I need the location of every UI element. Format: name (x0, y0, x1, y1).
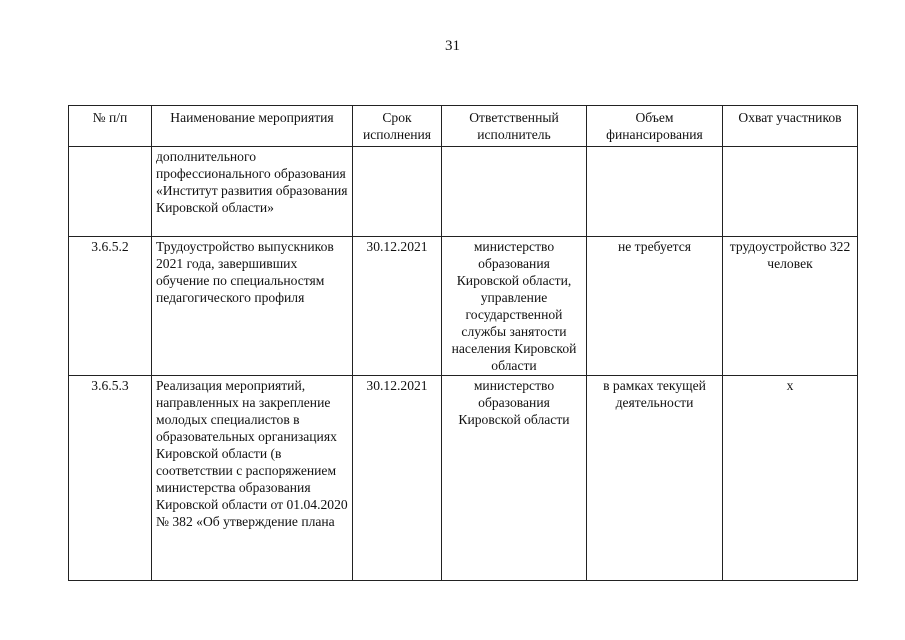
cell-financing (587, 147, 723, 237)
cell-event-name: Трудоустройство выпускников 2021 года, завершивших обучение по специальностям педагогического профиля (152, 237, 353, 376)
cell-financing: в рамках текущей деятельности (587, 376, 723, 581)
header-financing: Объем финансирования (587, 106, 723, 147)
cell-financing: не требуется (587, 237, 723, 376)
cell-coverage: трудоустройство 322 человек (723, 237, 858, 376)
cell-responsible: министерство образования Кировской области (442, 376, 587, 581)
table-header-row (69, 106, 858, 147)
cell-deadline (353, 147, 442, 237)
table-row (69, 147, 858, 237)
cell-event-name: Реализация мероприятий, направленных на закрепление молодых специалистов в образовательных организациях Кировской области (в соответствии с распоряжением министерства образования Кировской области от 01.04.2020 № 382 «Об утверждение плана (152, 376, 353, 581)
table-row (69, 237, 858, 376)
table-row (69, 376, 858, 581)
cell-number: 3.6.5.3 (69, 376, 152, 581)
cell-coverage (723, 147, 858, 237)
cell-responsible: министерство образования Кировской области, управление государственной службы занятости населения Кировской области (442, 237, 587, 376)
header-event-name: Наименование мероприятия (152, 106, 353, 147)
header-responsible: Ответственный исполнитель (442, 106, 587, 147)
cell-number (69, 147, 152, 237)
cell-number: 3.6.5.2 (69, 237, 152, 376)
cell-event-name: дополнительного профессионального образования «Институт развития образования Кировской области» (152, 147, 353, 237)
header-deadline: Срок исполнения (353, 106, 442, 147)
header-coverage: Охват участников (723, 106, 858, 147)
header-number: № п/п (69, 106, 152, 147)
cell-coverage: х (723, 376, 858, 581)
cell-deadline: 30.12.2021 (353, 237, 442, 376)
cell-deadline: 30.12.2021 (353, 376, 442, 581)
page-number: 31 (445, 38, 460, 54)
cell-responsible (442, 147, 587, 237)
events-table (68, 105, 858, 581)
